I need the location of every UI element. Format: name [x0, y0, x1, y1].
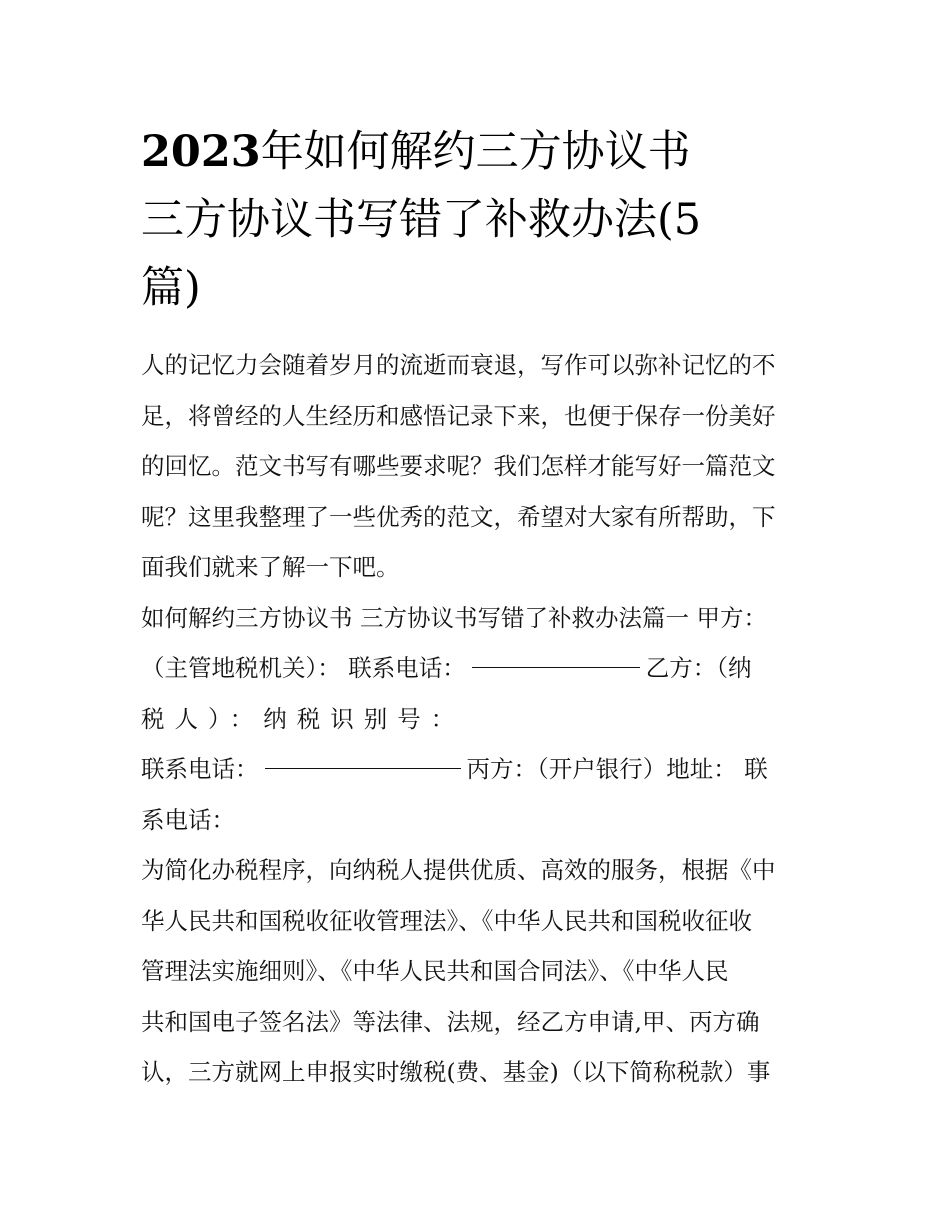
title-line-2: 三方协议书写错了补救办法(5 — [141, 195, 702, 245]
section-heading: 如何解约三方协议书 三方协议书写错了补救办法篇一 甲方： — [141, 603, 767, 632]
title-year: 2023 — [141, 127, 261, 177]
party-b-label: 乙方：（纳 — [645, 654, 752, 682]
body-line: 共和国电子签名法》等法律、法规，经乙方申请,甲、丙方确 — [141, 1007, 760, 1036]
phone-line-end: 系电话： — [141, 805, 235, 834]
title-line-1 — [141, 118, 813, 186]
party-c-line — [141, 744, 813, 795]
document-content — [141, 118, 813, 1098]
title-line-3: 篇) — [141, 263, 201, 313]
title-line-1-text: 年如何解约三方协议书 — [260, 127, 691, 177]
document-body — [141, 340, 813, 1098]
intro-line: 人的记忆力会随着岁月的流逝而衰退，写作可以弥补记忆的不 — [141, 351, 776, 379]
phone-blank-line — [472, 667, 640, 668]
party-a-label: （主管地税机关）： 联系电话： — [141, 654, 466, 682]
document-title — [141, 118, 813, 322]
phone-blank-line — [265, 768, 461, 769]
party-a-line — [141, 643, 813, 694]
body-line: 为简化办税程序，向纳税人提供优质、高效的服务，根据《中 — [141, 856, 776, 884]
body-line: 管理法实施细则》、《中华人民共和国合同法》、《中华人民 — [141, 957, 729, 985]
body-line: 认，三方就网上申报实时缴税(费、基金)（以下简称税款）事 — [141, 1058, 771, 1086]
party-c-label: 丙方：（开户银行）地址： 联 — [466, 755, 768, 783]
intro-line: 面我们就来了解一下吧。 — [141, 553, 400, 581]
phone-label: 联系电话： — [141, 755, 259, 783]
intro-line: 足，将曾经的人生经历和感悟记录下来，也便于保存一份美好 — [141, 401, 776, 430]
intro-line: 的回忆。范文书写有哪些要求呢？我们怎样才能写好一篇范文 — [141, 452, 776, 480]
taxpayer-line: 税人）：纳税识别号： — [141, 704, 465, 733]
intro-line: 呢？这里我整理了一些优秀的范文，希望对大家有所帮助，下 — [141, 502, 776, 531]
body-line: 华人民共和国税收征收管理法》、《中华人民共和国税收征收 — [141, 906, 752, 935]
